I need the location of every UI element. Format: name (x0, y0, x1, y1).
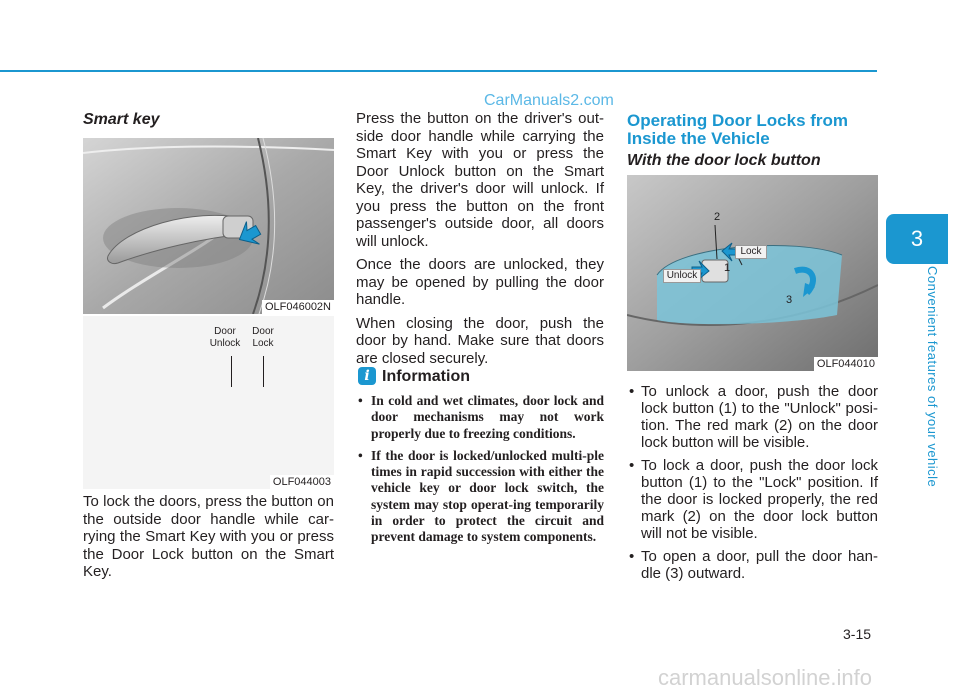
door-handle-illustration (83, 138, 334, 314)
unlock-leader-line (231, 356, 232, 387)
open-door-text: Once the doors are unlocked, they may be opened by pulling the door handle. (356, 256, 604, 308)
callout-3: 3 (785, 294, 793, 306)
figure-code-label: OLF044003 (270, 475, 334, 489)
door-handle-figure (83, 138, 334, 314)
header-rule (0, 70, 877, 72)
figure-code-label: OLF044010 (814, 357, 878, 371)
figure-code-label: OLF046002N (262, 300, 334, 314)
unlock-instructions: Press the button on the driver's out-side door handle while carrying the Smart Key with you or press the Door Unlock button on the Smart Key, the driver's door will unlock. If you press the button on the front passenger's outside door, all doors will unlock. (356, 110, 604, 250)
info-item: • If the door is locked/unlocked multi-ple times in rapid succession with either the vehicle key or door lock switch, the system may stop operat-ing temporarily in order to protect the circuit and prevent damage to system components. (358, 448, 604, 546)
door-lock-label: Door Lock (252, 326, 274, 349)
chapter-label (926, 266, 944, 496)
door-lock-instructions (627, 383, 878, 588)
lock-leader-line (263, 356, 264, 387)
unlock-callout: Unlock (663, 269, 701, 283)
close-door-text: When closing the door, push the door by hand. Make sure that doors are closed securely. (356, 314, 604, 367)
information-list (358, 393, 604, 552)
footer-watermark: carmanualsonline.info (658, 665, 873, 690)
smart-key-heading: Smart key (83, 111, 160, 128)
door-lock-button-figure (627, 175, 878, 371)
lock-callout: Lock (735, 245, 767, 259)
lock-doors-text: To lock the doors, press the button on the outside door handle while car-rying the Smart Key with you or press the Door Lock button on the Smart Key. (83, 493, 334, 580)
chapter-tab: 3 (886, 214, 948, 264)
left-paragraph (83, 493, 334, 587)
information-heading: Information (382, 368, 470, 385)
instruction-item: • To unlock a door, push the door lock button (1) to the "Unlock" posi-tion. The red mark (2) on the door lock button will be visible. (627, 383, 878, 451)
callout-2: 2 (713, 211, 721, 223)
watermark-text: CarManuals2.com (484, 92, 614, 109)
info-icon: i (358, 367, 376, 385)
chapter-title: Convenient features of your vehicle (925, 266, 940, 488)
door-lock-button-subheading: With the door lock button (627, 152, 821, 169)
info-item: • In cold and wet climates, door lock and door mechanisms may not work properly due to freezing conditions. (358, 393, 604, 442)
instruction-item: • To open a door, pull the door han-dle (3) outward. (627, 548, 878, 582)
callout-1: 1 (723, 262, 731, 274)
section-heading: Operating Door Locks from Inside the Vehicle (627, 111, 849, 148)
middle-paragraphs (356, 110, 604, 373)
page-number: 3-15 (843, 626, 872, 642)
smart-key-figure (83, 316, 334, 489)
instruction-item: • To lock a door, push the door lock button (1) to the "Lock" position. If the door is locked properly, the red mark (2) on the door lock button will not be visible. (627, 457, 878, 542)
door-unlock-label: Door Unlock (209, 326, 241, 349)
